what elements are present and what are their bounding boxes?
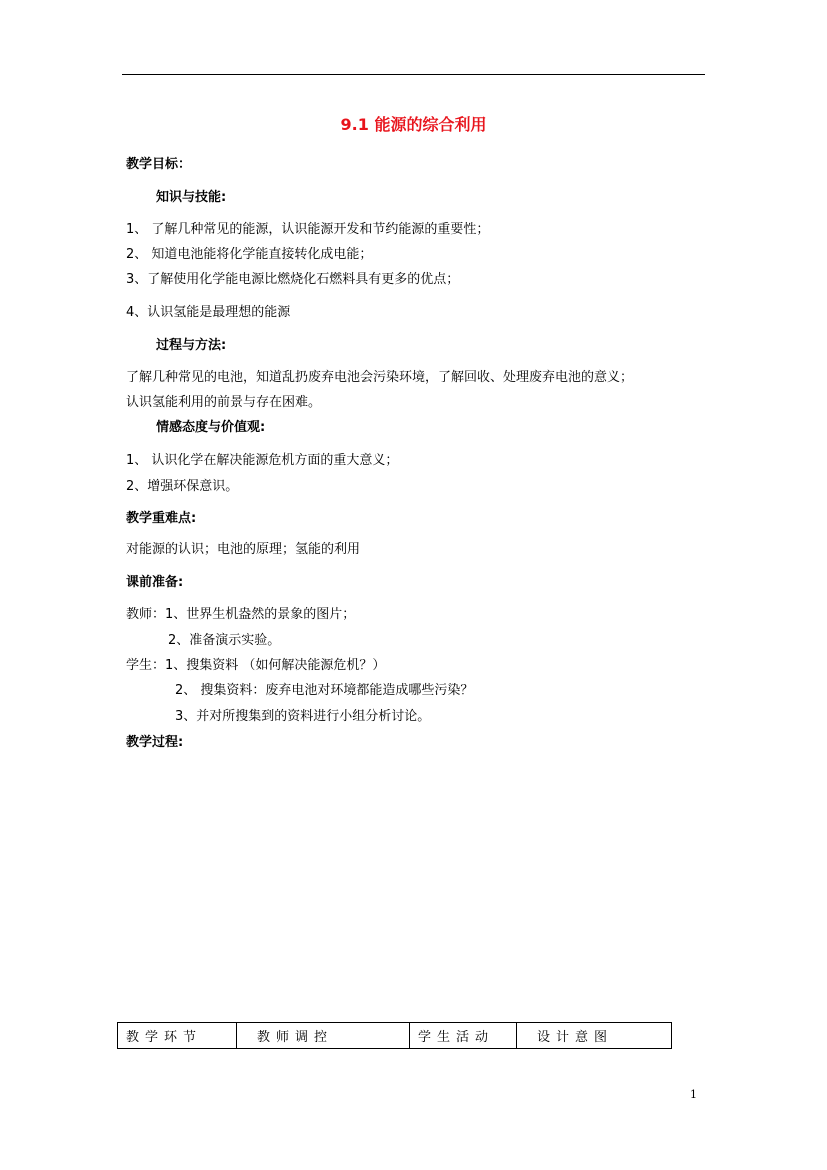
knowledge-heading: 知识与技能:: [156, 190, 227, 205]
attitude-item: 2、增强环保意识。: [126, 479, 239, 494]
key-points-heading: 教学重难点:: [126, 511, 197, 526]
table-header-cell: 学生活动: [410, 1023, 517, 1049]
process-line: 了解几种常见的电池，知道乱扔废弃电池会污染环境，了解回收、处理废弃电池的意义；: [126, 370, 634, 385]
key-points-text: 对能源的认识；电池的原理；氢能的利用: [126, 542, 361, 557]
teacher-prep-line: 教师：1、世界生机盎然的景象的图片；: [126, 607, 356, 622]
knowledge-item: 3、了解使用化学能电源比燃烧化石燃料具有更多的优点；: [126, 272, 460, 287]
table-header-row: [118, 1023, 672, 1049]
knowledge-item: 2、 知道电池能将化学能直接转化成电能；: [126, 247, 373, 262]
knowledge-item: 4、认识氢能是最理想的能源: [126, 305, 291, 320]
teaching-process-heading: 教学过程:: [126, 735, 184, 750]
process-heading: 过程与方法:: [156, 338, 227, 353]
teacher-prep-line: 2、准备演示实验。: [168, 633, 281, 648]
table-header-cell: 教学环节: [118, 1023, 237, 1049]
student-prep-line: 2、 搜集资料：废弃电池对环境都能造成哪些污染？: [175, 683, 474, 698]
student-prep-line: 3、并对所搜集到的资料进行小组分析讨论。: [175, 709, 431, 724]
attitude-item: 1、 认识化学在解决能源危机方面的重大意义；: [126, 453, 399, 468]
student-prep-line: 学生：1、搜集资料 （如何解决能源危机？）: [126, 658, 386, 673]
attitude-heading: 情感态度与价值观:: [156, 420, 266, 435]
header-rule: [122, 74, 705, 75]
teaching-process-table: [117, 1022, 672, 1049]
knowledge-item: 1、 了解几种常见的能源，认识能源开发和节约能源的重要性；: [126, 222, 490, 237]
table-header-cell: 设计意图: [517, 1023, 672, 1049]
objectives-heading: 教学目标：: [126, 157, 192, 172]
preparation-heading: 课前准备:: [126, 575, 184, 590]
table-header-cell: 教师调控: [237, 1023, 410, 1049]
page-number: 1: [690, 1088, 697, 1101]
document-title: 9.1 能源的综合利用: [340, 115, 487, 134]
process-line: 认识氢能利用的前景与存在困难。: [126, 395, 322, 410]
